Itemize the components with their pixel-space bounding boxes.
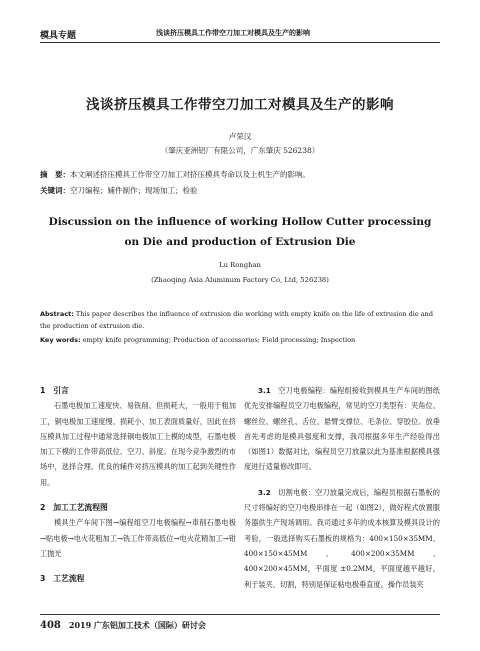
page-footer	[40, 620, 206, 631]
article-title-en	[0, 212, 480, 252]
paragraph-3-2-number: 3.2	[258, 487, 271, 497]
title-en-line1: Discussion on the influence of working Hollow Cutter processing	[48, 216, 432, 228]
keywords-cn	[40, 184, 440, 197]
author-cn: 卢荣汉	[228, 132, 252, 141]
affiliation-en: (Zhaoqing Asia Aluminum Factory Co, Ltd, 526238)	[151, 276, 329, 284]
keywords-cn-label: 关键词：	[40, 186, 70, 195]
page-number: 408	[40, 620, 61, 631]
abstract-cn-text: 本文阐述挤压模具工作带空刀加工对挤压模具寿命以及上机生产的影响。	[70, 170, 310, 179]
keywords-en-text: empty knife programming; Production of accessories; Field processing; Inspection	[82, 336, 356, 344]
section-2-heading: 2 加工工艺流程图	[40, 503, 108, 513]
paragraph-3-1-number: 3.1	[258, 386, 271, 395]
affiliation-cn: （肇庆亚洲铝厂有限公司，广东肇庆 526238）	[160, 146, 320, 155]
article-title-cn: 浅谈挤压模具工作带空刀加工对模具及生产的影响	[86, 97, 394, 113]
abstract-cn	[40, 168, 440, 181]
abstract-en-label: Abstract:	[40, 310, 74, 318]
running-title: 浅谈挤压模具工作带空刀加工对模具及生产的影响	[156, 29, 310, 37]
journal-section-label: 模具专题	[40, 31, 77, 41]
section-1-text: 石墨电极加工速度快、易铣削、但损耗大，一般用于粗加工，铜电极加工速度慢、损耗小、加工表面质量好，因此在挤压模具加工过程中通常选择铜电极加工上模的成型，石墨电极加工下模的工作带高低位、空刀、斜度。在现今竞争激烈的市场中，选择合理、优良的辅件对挤压模具的加工起到关键性作用。	[40, 401, 236, 487]
section-1-heading: 1 引言	[40, 386, 69, 395]
section-3-heading: 3 工艺流程	[40, 574, 85, 584]
section-2-text: 模具生产车间下图→编程组空刀电极编程→車削石墨电极→贴电极→电火花粗加工→铣工作带高低位→电火花精加工→钳工抛光	[40, 518, 236, 558]
footer-divider	[40, 614, 440, 615]
header-divider	[40, 42, 440, 43]
footer-source: 2019 广东铝加工技术（国际）研讨会	[68, 620, 206, 630]
abstract-en	[40, 308, 440, 332]
title-en-line2: on Die and production of Extrusion Die	[124, 236, 356, 248]
keywords-en-label: Key words:	[40, 336, 81, 344]
keywords-en	[40, 334, 440, 346]
left-column	[40, 383, 236, 587]
paragraph-3-1	[244, 383, 440, 475]
paragraph-3-1-text: 空刀电极编程：编程组接收到模具生产车间的图纸优先安排编程员空刀电极编程，常见的空刀类型有：夹角位、螺丝位、螺丝孔、舌位、悬臂支撑位、毛条位、穿胶位。放垂首先考虑的是模具强度和支撑，我司根据多年生产经验得出（如图1）数据对比，编程员空刀放量以此为基准根据模具强度进行适量修改即可。	[244, 386, 440, 472]
author-en: Lu Ronghan	[219, 261, 261, 269]
keywords-cn-text: 空刀编程；辅件制作；现场加工；检验	[70, 186, 198, 195]
right-column	[244, 383, 440, 592]
paragraph-3-2	[244, 485, 440, 592]
abstract-en-text: This paper describes the influence of extrusion die working with empty knife on the life of extrusion die and the production of extrusion die.	[40, 310, 433, 330]
abstract-cn-label: 摘 要：	[40, 170, 70, 179]
paragraph-3-2-text: 切割电极：空刀放量完成后，编程员根据石墨板的尺寸将编好的空刀电极串排在一起（如图2），做好程式放置服务器供生产现场调用。我司通过多年的成本核算及模具设计的考验，一般选择购买石墨板的规格为：400×150×35MM、400×150×45MM、400×200×35MM、400×200×45MM，平面度 ±0.2MM，平面度越平越好，利于装夹、切割，特别是保证粘电极垂直度。操作员装夹	[244, 487, 440, 589]
